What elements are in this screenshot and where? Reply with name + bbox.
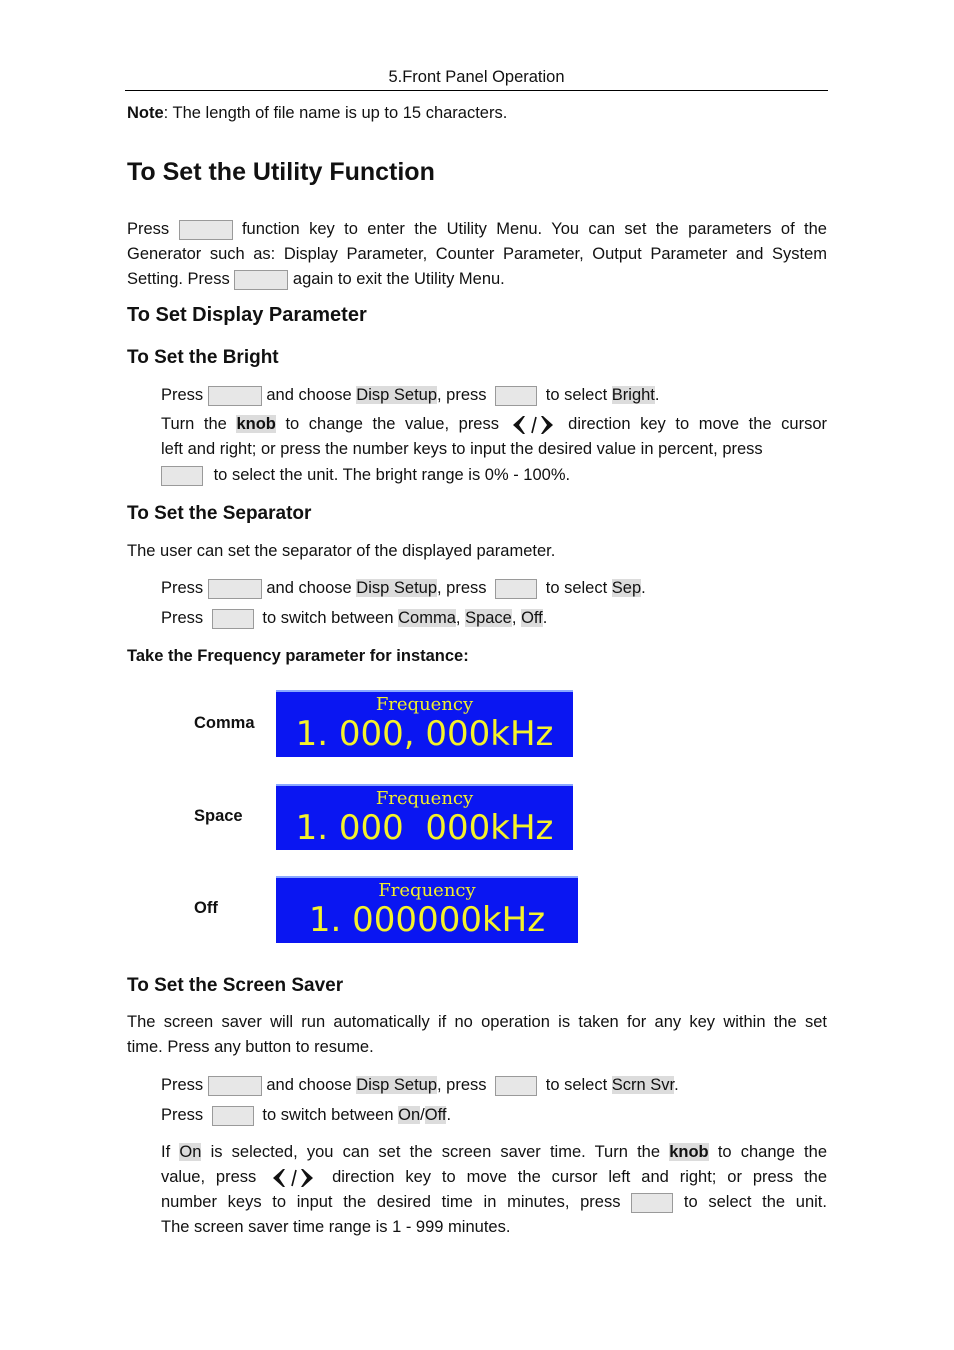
separator-desc: The user can set the separator of the displayed parameter.	[127, 542, 556, 560]
switch-text: to switch between	[262, 609, 394, 627]
press-text: Press	[161, 1076, 204, 1094]
screen-saver-title: To Set the Screen Saver	[127, 975, 344, 996]
lcd-title: Frequency	[378, 880, 476, 901]
intro-press: Press	[127, 220, 170, 238]
and-choose-text: and choose	[266, 1076, 352, 1094]
to-select-text: to select	[545, 1076, 608, 1094]
lcd-display-space	[276, 784, 573, 850]
bright-line-4	[161, 464, 570, 486]
softkey-icon	[495, 579, 537, 599]
to-select-text: to select	[545, 386, 608, 404]
select-unit-text: to select the unit.	[683, 1193, 827, 1211]
and-choose-text: and choose	[266, 579, 352, 597]
scrn-svr-menu-item: Scrn Svr	[611, 1076, 675, 1094]
utility-key-icon	[208, 1076, 262, 1096]
press-text: , press	[437, 386, 487, 404]
knob-label: knob	[236, 415, 276, 433]
example-label-comma: Comma	[194, 714, 255, 732]
screen-saver-para-4: The screen saver time range is 1 - 999 minutes.	[161, 1218, 511, 1236]
option-space: Space	[465, 609, 512, 627]
direction-text: direction key to move the cursor left and right; or press the	[332, 1168, 828, 1186]
screen-saver-line-2	[161, 1104, 451, 1126]
intro-text-1: function key to enter the Utility Menu. You can set the parameters of the	[241, 220, 827, 238]
screen-saver-desc-2: time. Press any button to resume.	[127, 1038, 374, 1056]
intro-line-2: Generator such as: Display Parameter, Counter Parameter, Output Parameter and System	[127, 245, 827, 263]
slash: /	[420, 1106, 425, 1124]
intro-text-3: again to exit the Utility Menu.	[292, 270, 505, 288]
note-label: Note	[127, 104, 164, 122]
period: .	[446, 1106, 452, 1124]
screen-saver-para-1	[161, 1141, 827, 1163]
and-choose-text: and choose	[266, 386, 352, 404]
display-param-title: To Set Display Parameter	[127, 304, 367, 326]
press-text: , press	[437, 579, 487, 597]
lcd-value: 1. 000 000kHz	[295, 808, 554, 848]
bright-menu-item: Bright	[611, 386, 655, 404]
screen-saver-line-1	[161, 1074, 679, 1096]
utility-key-icon	[234, 270, 288, 290]
bright-title: To Set the Bright	[127, 347, 279, 368]
intro-line-3	[127, 268, 505, 290]
instance-caption: Take the Frequency parameter for instance:	[127, 647, 469, 665]
press-text: Press	[161, 1106, 204, 1124]
knob-label: knob	[669, 1143, 709, 1161]
change-text: to change the	[717, 1143, 827, 1161]
softkey-icon	[212, 609, 254, 629]
screen-saver-desc-1: The screen saver will run automatically if no operation is taken for any key within the set	[127, 1013, 827, 1031]
lcd-display-comma	[276, 690, 573, 757]
softkey-icon	[212, 1106, 254, 1126]
press-text: Press	[161, 579, 204, 597]
screen-saver-para-2	[161, 1166, 827, 1189]
press-text: Press	[161, 609, 204, 627]
period: .	[641, 579, 646, 597]
bright-range-text: to select the unit. The bright range is 0% - 100%.	[213, 466, 571, 484]
lcd-display-off	[276, 876, 578, 943]
softkey-icon	[495, 386, 537, 406]
utility-key-icon	[208, 579, 262, 599]
if-text: If	[161, 1143, 171, 1161]
separator-title: To Set the Separator	[127, 503, 312, 524]
disp-setup-menu: Disp Setup	[356, 1076, 438, 1094]
lcd-value: 1. 000, 000kHz	[295, 714, 554, 754]
screen-saver-para-3	[161, 1191, 827, 1213]
period: .	[654, 386, 660, 404]
example-label-space: Space	[194, 807, 243, 825]
section-title: To Set the Utility Function	[127, 158, 435, 186]
option-on: On	[179, 1143, 202, 1161]
bright-line-1	[161, 384, 659, 406]
period: .	[674, 1076, 679, 1094]
utility-key-icon	[208, 386, 262, 406]
note	[127, 102, 507, 124]
option-comma: Comma	[398, 609, 456, 627]
note-text: : The length of file name is up to 15 characters.	[163, 104, 508, 122]
page-header: 5.Front Panel Operation	[125, 68, 828, 91]
disp-setup-menu: Disp Setup	[356, 386, 438, 404]
switch-text: to switch between	[262, 1106, 394, 1124]
softkey-icon	[631, 1193, 673, 1213]
press-text: , press	[437, 1076, 487, 1094]
disp-setup-menu: Disp Setup	[356, 579, 438, 597]
softkey-icon	[161, 466, 203, 486]
comma: ,	[455, 609, 461, 627]
left-right-arrow-icon	[509, 414, 559, 436]
option-on: On	[398, 1106, 421, 1124]
to-select-text: to select	[545, 579, 608, 597]
value-press-text: value, press	[161, 1168, 257, 1186]
separator-line-2	[161, 607, 547, 629]
bright-line-3: left and right; or press the number keys to input the desired value in percent, press	[161, 440, 763, 458]
period: .	[542, 609, 548, 627]
softkey-icon	[495, 1076, 537, 1096]
number-keys-text: number keys to input the desired time in minutes, press	[161, 1193, 621, 1211]
left-right-arrow-icon	[267, 1167, 321, 1189]
lcd-value: 1. 000000kHz	[308, 900, 546, 940]
selected-text: is selected, you can set the screen saver time. Turn the	[210, 1143, 661, 1161]
bright-line-2	[161, 413, 827, 436]
lcd-title: Frequency	[375, 694, 474, 715]
separator-line-1	[161, 577, 646, 599]
change-value-text: to change the value, press	[285, 415, 499, 433]
utility-key-icon	[179, 220, 233, 240]
option-off: Off	[521, 609, 543, 627]
direction-text: direction key to move the cursor	[568, 415, 828, 433]
turn-the-text: Turn the	[161, 415, 227, 433]
lcd-title: Frequency	[375, 788, 474, 809]
option-off: Off	[424, 1106, 447, 1124]
example-label-off: Off	[194, 899, 218, 917]
sep-menu-item: Sep	[611, 579, 642, 597]
comma: ,	[511, 609, 517, 627]
press-text: Press	[161, 386, 204, 404]
intro-line-1	[127, 218, 827, 240]
intro-press-again: Setting. Press	[127, 270, 230, 288]
